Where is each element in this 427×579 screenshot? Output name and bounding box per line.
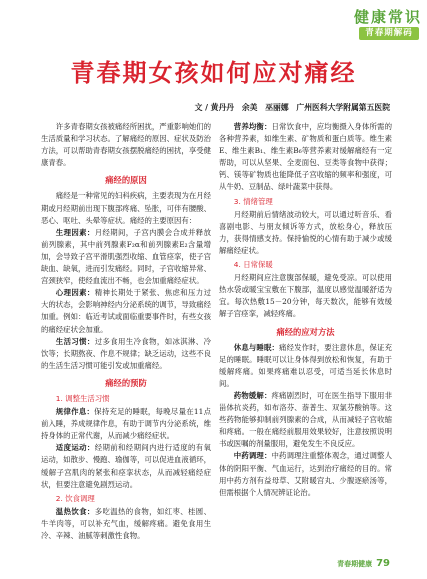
routine-text: 保持充足的睡眠，每晚尽量在11点前入睡，养成规律作息，有助于调节内分泌系统，维持身体的正常代谢，从而减少痛经症状。	[41, 407, 211, 441]
emotion-paragraph: 月经期前后情绪波动较大，可以通过听音乐、看喜剧电影、与朋友倾诉等方式，放松身心，释放压力，获得情感支持。保持愉悦的心情有助于减少或缓解痛经症状。	[219, 209, 392, 255]
drug-paragraph	[219, 390, 392, 450]
tcm-paragraph	[219, 450, 392, 498]
habit-label: 生活习惯：	[55, 336, 95, 346]
warm-food-text: 多吃温热的食物，如红枣、桂圆、牛羊肉等，可以补充气血，缓解疼痛。避免食用生冷、辛辣、油腻等刺激性食物。	[41, 506, 211, 540]
section-heading-prevention: 痛经的预防	[105, 377, 147, 388]
routine-label: 规律作息：	[55, 407, 95, 417]
article-title: 青春期女孩如何应对痛经	[70, 59, 357, 87]
habit-paragraph	[41, 336, 211, 372]
rest-text: 痛经发作时，要注意休息，保证充足的睡眠。睡眠可以让身体得到放松和恢复，有助于缓解疼痛。如果疼痛难以忍受，可适当延长休息时间。	[219, 342, 392, 388]
intro-paragraph: 许多青春期女孩被痛经所困扰，严重影响她们的生活质量和学习状态。了解痛经的原因、症状及防治方法，可以帮助青春期女孩摆脱痛经的困扰，享受健康青春。	[41, 122, 212, 168]
nutrition-text: 日常饮食中，应均衡摄入身体所需的各种营养素，如维生素、矿物质和蛋白质等。维生素E、维生素B₁、维生素B₆等营养素对缓解痛经有一定帮助，可以从坚果、全麦面包、豆类等食物中获得；钙、镁等矿物质也能降低子宫收缩的频率和强度，可从牛奶、豆制品、绿叶蔬菜中获得。	[219, 122, 392, 192]
subheading-lifestyle: 1. 调整生活习惯	[55, 393, 110, 403]
physio-text: 月经期间，子宫内膜会合成并释放前列腺素，其中前列腺素F₂α和前列腺素E₂含量增加，会导致子宫平滑肌强烈收缩、血管痉挛，使子宫缺血、缺氧，进而引发痛经。同时，子宫收缩异常、宫颈狭窄，使经血流出不畅，也会加重痛经症状。	[41, 227, 211, 286]
subheading-emotion: 3. 情绪管理	[233, 196, 273, 206]
psych-label: 心理因素：	[55, 288, 95, 298]
rest-label: 休息与睡眠：	[233, 342, 280, 352]
subheading-diet: 2. 饮食调理	[55, 493, 95, 503]
column-label: 青春期解码	[359, 27, 419, 40]
rest-paragraph	[219, 342, 392, 390]
section-label: 健康常识	[353, 8, 422, 26]
drug-label: 药物缓解：	[233, 390, 272, 400]
warm-food-paragraph	[41, 506, 211, 542]
exercise-paragraph	[41, 442, 211, 490]
physio-label: 生理因素：	[55, 227, 95, 237]
tcm-text: 中药调理注重整体观念，通过调整人体的阴阳平衡、气血运行，达到治疗痛经的目的。常用中药方剂有益母草、艾附暖宫丸、少腹逐瘀汤等，但需根据个人情况辨证论治。	[219, 451, 392, 497]
page-number: 79	[376, 558, 390, 569]
exercise-text: 经期前和经期间内进行适度的有氧运动，如散步、慢跑、瑜伽等，可以促进血液循环，缓解子宫肌肉的紧张和痉挛状态，从而减轻痛经症状，但要注意避免剧烈运动。	[41, 443, 211, 489]
tcm-label: 中药调理：	[233, 451, 272, 461]
column-header	[349, 8, 427, 40]
warm-food-label: 温热饮食：	[55, 506, 95, 516]
causes-paragraph: 痛经是一种常见的妇科疾病，主要表现为在月经期或月经期前出现下腹部疼痛、坠胀，可伴有腰酸、恶心、呕吐、头晕等症状。痛经的主要原因有：	[41, 191, 212, 225]
routine-paragraph	[41, 406, 211, 442]
psych-paragraph	[41, 287, 211, 335]
nutrition-label: 营养均衡：	[233, 122, 272, 131]
byline: 文 / 黄丹丹 余美 巫丽娜 广州医科大学附属第五医院	[194, 103, 390, 112]
left-column	[41, 121, 211, 542]
psych-text: 精神长期处于紧张、焦虑和压力过大的状态，会影响神经内分泌系统的调节，导致痛经加重。例如：临近考试或面临重要事件时，有些女孩的痛经症状会加重。	[41, 288, 211, 334]
habit-text: 过多食用生冷食物，如冰淇淋、冷饮等；长期熬夜、作息不规律；缺乏运动，这些不良的生活生活习惯可能引发或加重痛经。	[41, 336, 211, 370]
warmth-paragraph: 月经期间应注意腹部保暖，避免受凉。可以使用热水袋或暖宝宝敷在下腹部，温度以感觉温暖舒适为宜。每次热敷15－20分钟，每天数次，能够有效缓解子宫痉挛，减轻疼痛。	[219, 273, 392, 319]
exercise-label: 适度运动：	[55, 443, 95, 453]
section-heading-treatment: 痛经的应对方法	[276, 326, 335, 337]
physio-paragraph	[41, 227, 211, 287]
section-heading-causes: 痛经的原因	[105, 175, 147, 186]
drug-text: 疼痛剧烈时，可在医生指导下服用非甾体抗炎药，如布洛芬、萘普生、双氯芬酸钠等。这些药物能够抑制前列腺素的合成，从而减轻子宫收缩和疼痛。一般在痛经前服用效果较好，注意按照说明书或医嘱的剂量服用，避免发生不良反应。	[219, 390, 392, 449]
nutrition-paragraph	[219, 121, 392, 194]
right-column	[219, 121, 392, 499]
page-footer	[337, 558, 390, 569]
subheading-warmth: 4. 日常保暖	[233, 260, 273, 270]
footer-magazine: 青春期健康	[337, 560, 373, 568]
